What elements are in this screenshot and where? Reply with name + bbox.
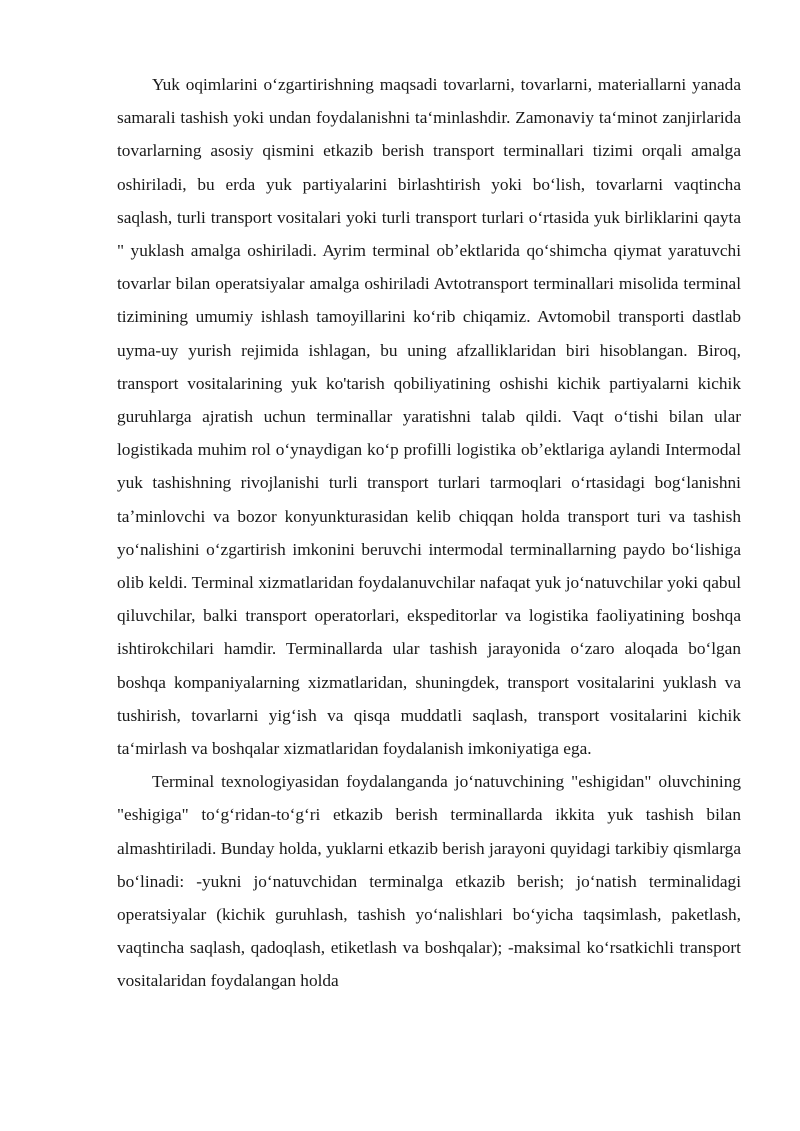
document-page bbox=[117, 68, 741, 998]
paragraph-2: Terminal texnologiyasidan foydalanganda joʻnatuvchining "eshigidan" oluvchining "eshigiga" toʻgʻridan-toʻgʻri etkazib berish terminallarda ikkita yuk tashish bilan almashtiriladi. Bunday holda, yuklarni etkazib berish jarayoni quyidagi tarkibiy qismlarga boʻlinadi: -yukni joʻnatuvchidan terminalga etkazib berish; joʻnatish terminalidagi operatsiyalar (kichik guruhlash, tashish yoʻnalishlari boʻyicha taqsimlash, paketlash, vaqtincha saqlash, qadoqlash, etiketlash va boshqalar); -maksimal koʻrsatkichli transport vositalaridan foydalangan holda bbox=[117, 772, 741, 991]
paragraph-1: Yuk oqimlarini oʻzgartirishning maqsadi tovarlarni, tovarlarni, materiallarni yanada samarali tashish yoki undan foydalanishni taʻminlashdir. Zamonaviy taʻminot zanjirlarida tovarlarning asosiy qismini etkazib berish transport terminallari tizimi orqali amalga oshiriladi, bu erda yuk partiyalarini birlashtirish yoki boʻlish, tovarlarni vaqtincha saqlash, turli transport vositalari yoki turli transport turlari oʻrtasida yuk birliklarini qayta " yuklash amalga oshiriladi. Ayrim terminal obʼektlarida qoʻshimcha qiymat yaratuvchi tovarlar bilan operatsiyalar amalga oshiriladi Avtotransport terminallari misolida terminal tizimining umumiy ishlash tamoyillarini koʻrib chiqamiz. Avtomobil transporti dastlab uyma-uy yurish rejimida ishlagan, bu uning afzalliklaridan biri hisoblangan. Biroq, transport vositalarining yuk ko'tarish qobiliyatining oshishi kichik partiyalarni kichik guruhlarga ajratish uchun terminallar yaratishni talab qildi. Vaqt oʻtishi bilan ular logistikada muhim rol oʻynaydigan koʻp profilli logistika obʼektlariga aylandi Intermodal yuk tashishning rivojlanishi turli transport turlari tarmoqlari oʻrtasidagi bogʻlanishni taʼminlovchi va bozor konyunkturasidan kelib chiqqan holda transport turi va tashish yoʻnalishini oʻzgartirish imkonini beruvchi intermodal terminallarning paydo boʻlishiga olib keldi. Terminal xizmatlaridan foydalanuvchilar nafaqat yuk joʻnatuvchilar yoki qabul qiluvchilar, balki transport operatorlari, ekspeditorlar va logistika faoliyatining boshqa ishtirokchilari hamdir. Terminallarda ular tashish jarayonida oʻzaro aloqada boʻlgan boshqa kompaniyalarning xizmatlaridan, shuningdek, transport vositalarini yuklash va tushirish, tovarlarni yigʻish va qisqa muddatli saqlash, transport vositalarini kichik taʻmirlash va boshqalar xizmatlaridan foydalanish imkoniyatiga ega. bbox=[117, 75, 741, 759]
